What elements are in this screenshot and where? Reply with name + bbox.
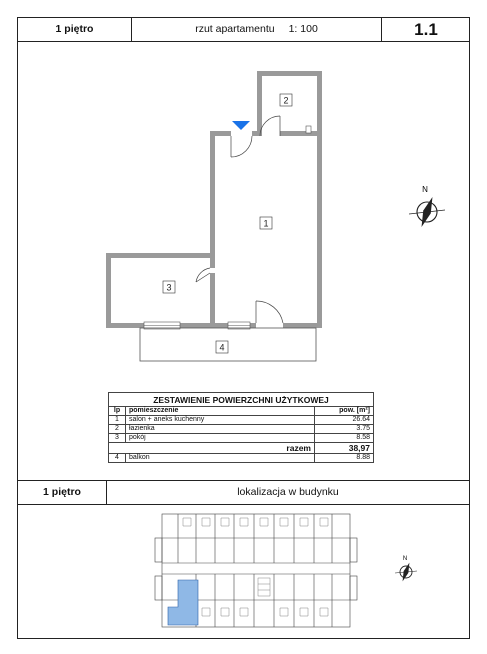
col-room: pomieszczenie bbox=[126, 407, 315, 416]
row-area: 8.58 bbox=[315, 434, 374, 443]
room-number: 4 bbox=[219, 342, 225, 353]
total-label: razem bbox=[109, 443, 315, 454]
row-area: 3.75 bbox=[315, 425, 374, 434]
location-compass-letter: N bbox=[402, 556, 408, 562]
row-name: salon + aneks kuchenny bbox=[126, 416, 315, 425]
plan-sheet bbox=[17, 17, 470, 639]
building-location-plan bbox=[18, 18, 469, 640]
location-title: lokalizacja w budynku bbox=[237, 486, 339, 498]
view-label: rzut apartamentu bbox=[195, 23, 275, 35]
row-area: 8.88 bbox=[315, 454, 374, 463]
total-value: 38,97 bbox=[315, 443, 374, 454]
location-compass-icon bbox=[395, 556, 417, 582]
row-lp: 1 bbox=[109, 416, 126, 425]
row-lp: 3 bbox=[109, 434, 126, 443]
col-area: pow. [m²] bbox=[315, 407, 374, 416]
apartment-number: 1.1 bbox=[381, 18, 470, 41]
room-number: 3 bbox=[166, 282, 172, 293]
location-floor-label: 1 piętro bbox=[18, 481, 107, 504]
row-name: pokój bbox=[126, 434, 315, 443]
apartment-location-highlight bbox=[168, 580, 198, 625]
room-number: 2 bbox=[283, 95, 289, 106]
row-lp: 4 bbox=[109, 454, 126, 463]
col-lp: lp bbox=[109, 407, 126, 416]
room-number: 1 bbox=[263, 218, 269, 229]
row-area: 26.64 bbox=[315, 416, 374, 425]
building-details bbox=[183, 518, 328, 616]
compass-letter: N bbox=[422, 185, 428, 194]
row-name: łazienka bbox=[126, 425, 315, 434]
floor-label: 1 piętro bbox=[18, 18, 132, 41]
scale-label: 1: 100 bbox=[288, 23, 318, 35]
table-title: ZESTAWIENIE POWIERZCHNI UŻYTKOWEJ bbox=[109, 393, 374, 407]
row-name: balkon bbox=[126, 454, 315, 463]
row-lp: 2 bbox=[109, 425, 126, 434]
